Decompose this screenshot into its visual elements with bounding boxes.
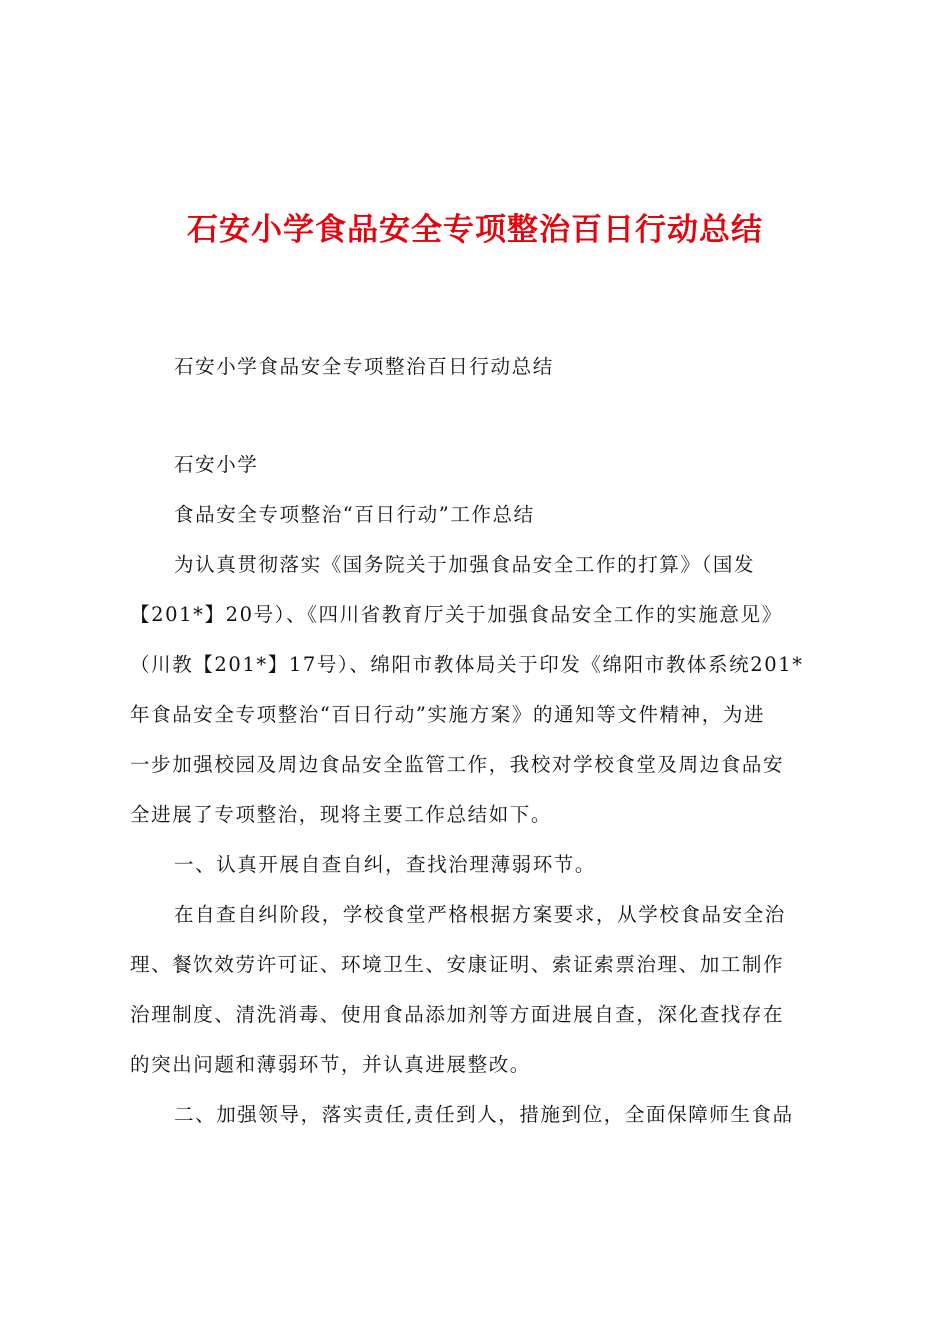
section-2-heading: 二、加强领导，落实责任,责任到人，措施到位，全面保障师生食品 <box>174 1103 794 1126</box>
paragraph-line: 一步加强校园及周边食品安全监管工作，我校对学校食堂及周边食品安 <box>130 753 785 776</box>
paragraph-line: 为认真贯彻落实《国务院关于加强食品安全工作的打算》（国发 <box>174 553 756 576</box>
paragraph-line: 治理制度、清洗消毒、使用食品添加剂等方面进展自查，深化查找存在 <box>130 1003 785 1026</box>
paragraph-2 <box>130 890 830 1090</box>
school-line: 石安小学 <box>174 453 259 476</box>
paragraph-line: 在自查自纠阶段，学校食堂严格根据方案要求，从学校食品安全治 <box>174 903 786 926</box>
report-heading: 食品安全专项整治“百日行动”工作总结 <box>174 503 535 526</box>
section-1-heading: 一、认真开展自查自纠，查找治理薄弱环节。 <box>174 853 597 876</box>
paragraph-line: 年食品安全专项整治“百日行动”实施方案》的通知等文件精神，为进 <box>130 703 766 726</box>
document-body <box>130 342 830 1140</box>
paragraph-line: 全进展了专项整治，现将主要工作总结如下。 <box>130 803 553 826</box>
document-title: 石安小学食品安全专项整治百日行动总结 <box>187 212 763 248</box>
subtitle-line: 石安小学食品安全专项整治百日行动总结 <box>174 355 554 378</box>
paragraph-1 <box>130 540 830 840</box>
paragraph-line: （川教【201*】17号）、绵阳市教体局关于印发《绵阳市教体系统201* <box>130 653 804 676</box>
paragraph-line: 理、餐饮效劳许可证、环境卫生、安康证明、索证索票治理、加工制作 <box>130 953 785 976</box>
paragraph-line: 【201*】20号）、《四川省教育厅关于加强食品安全工作的实施意见》 <box>130 603 783 626</box>
paragraph-line: 的突出问题和薄弱环节，并认真进展整改。 <box>130 1053 531 1076</box>
